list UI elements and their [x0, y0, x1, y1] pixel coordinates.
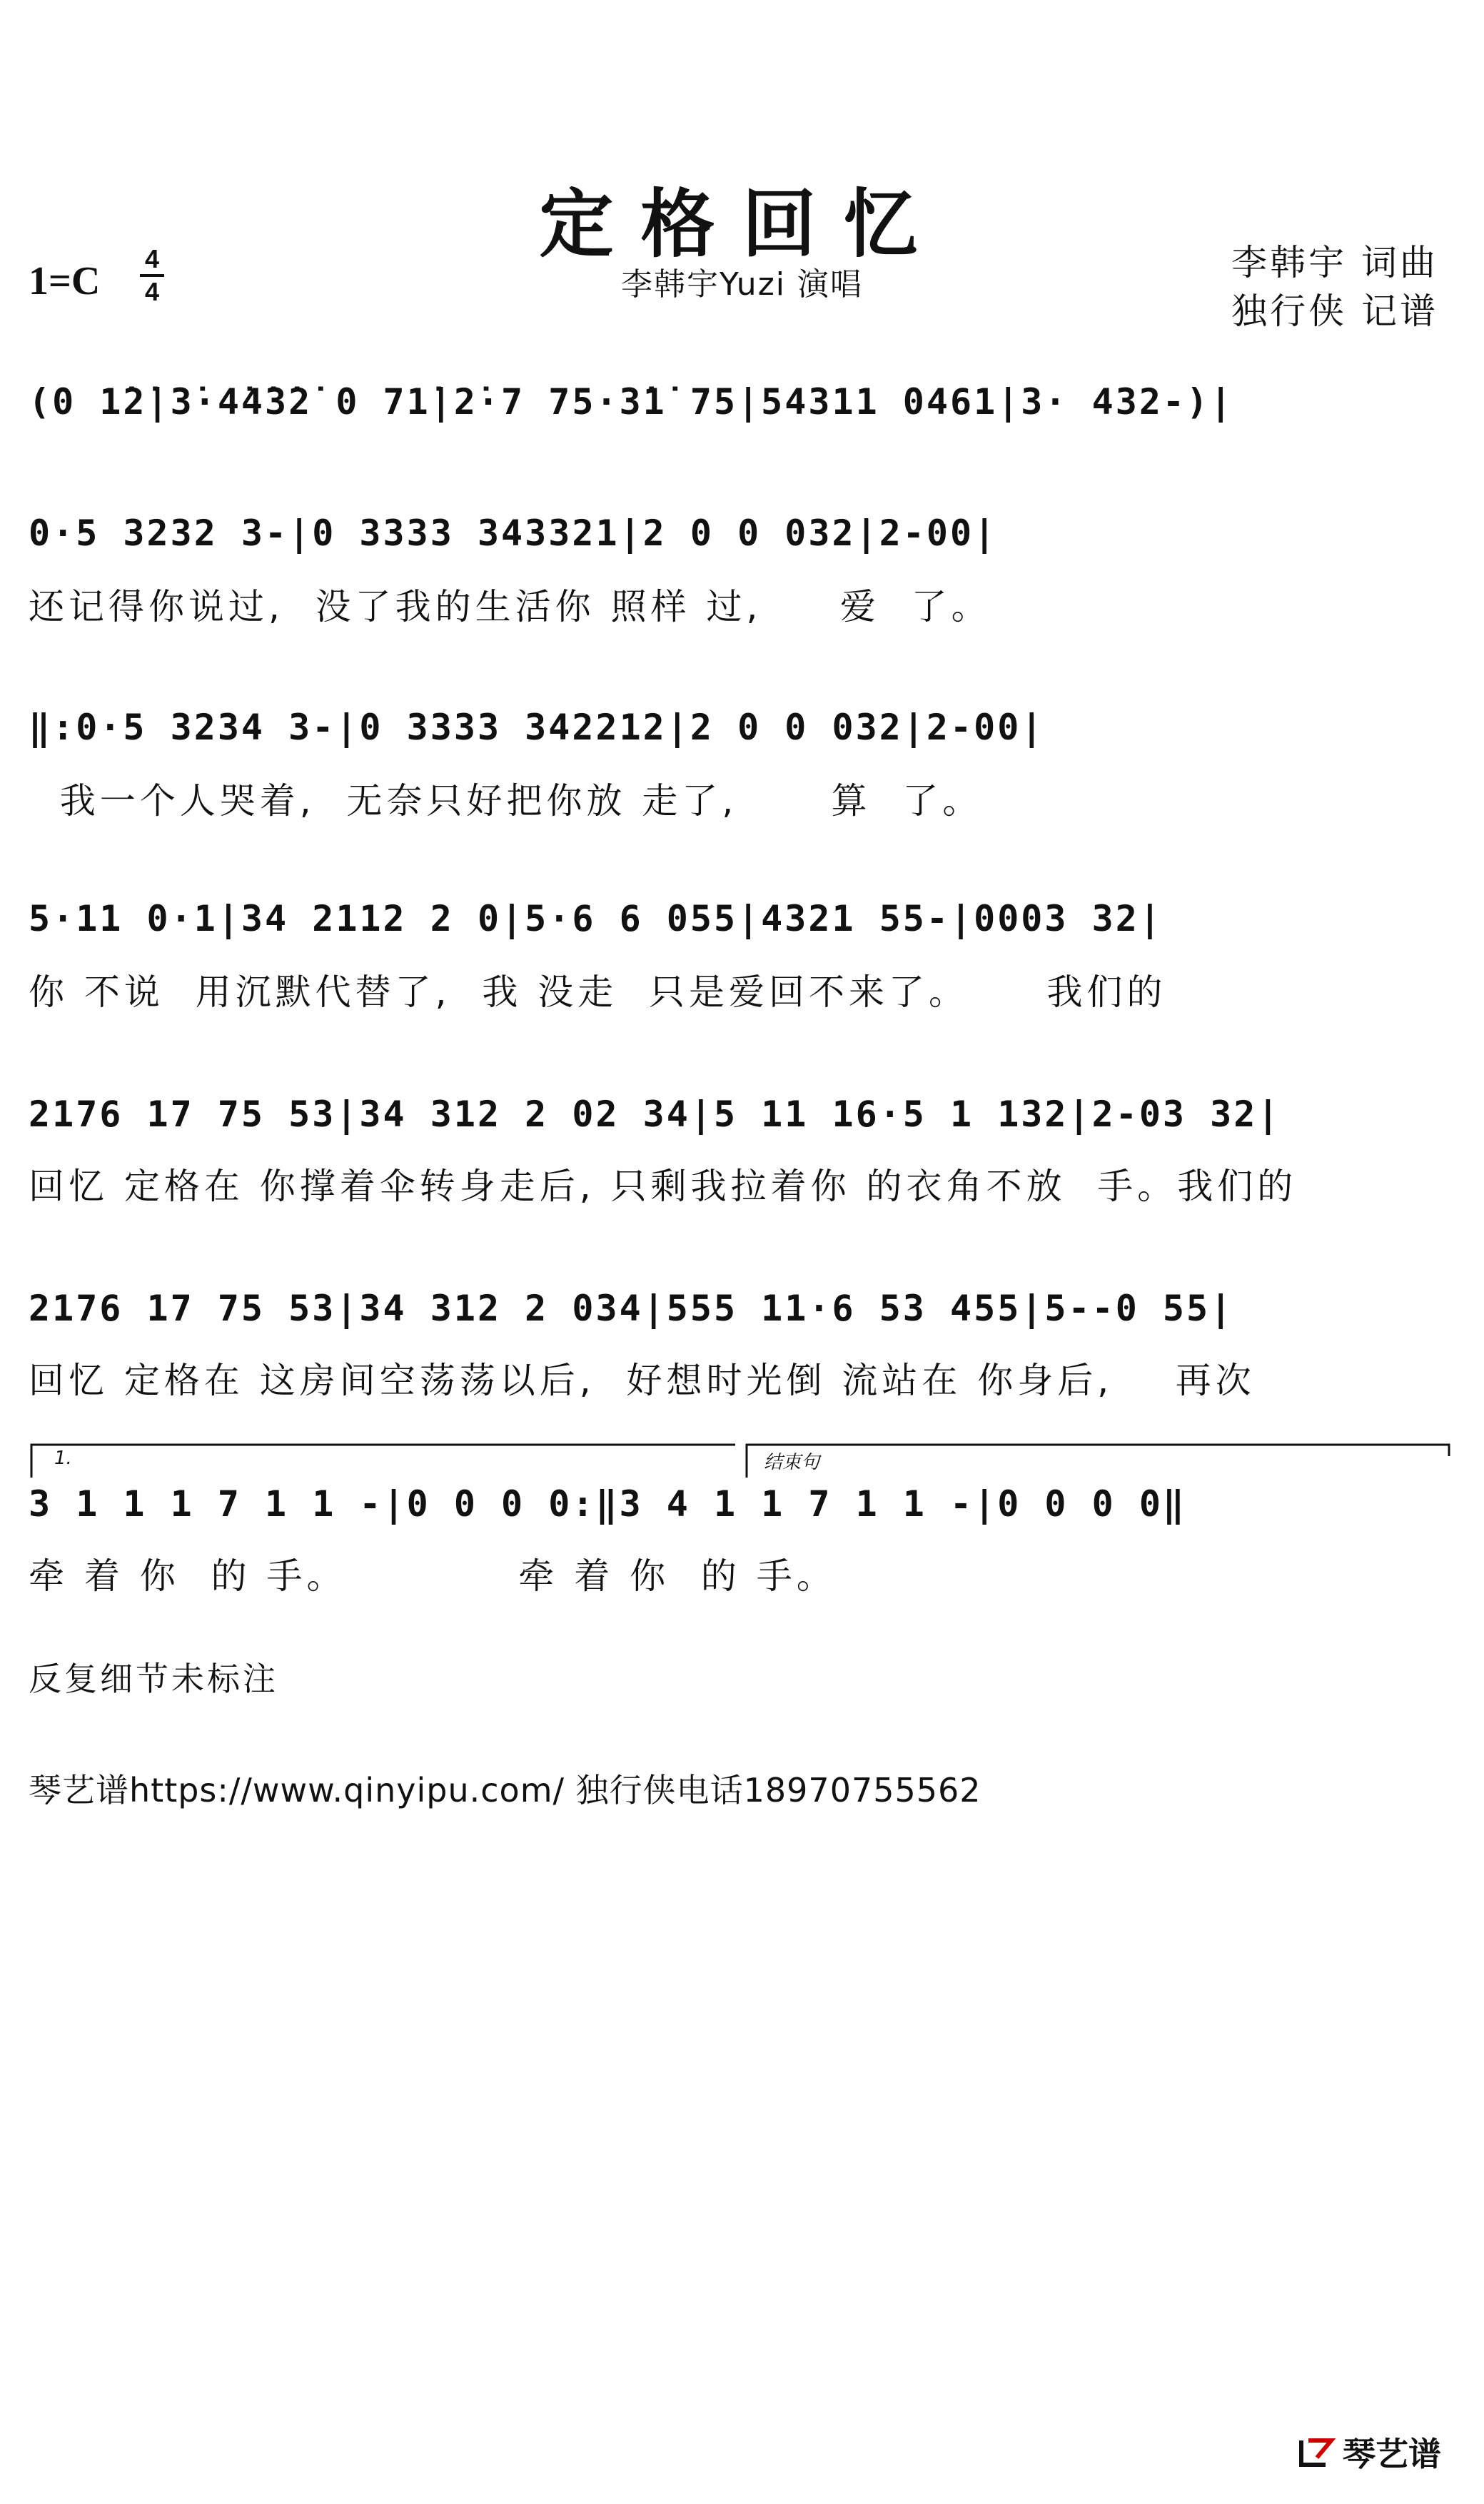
lyrics-line-2: 我一个人哭着, 无奈只好把你放 走了, 算 了。 [29, 780, 983, 822]
notation-line-intro: (0 1̇2̇|3̇·4̇4̇3̇2̇ 0 71̇|2̇·7 75·3̇1̇ 75|54311 0461|3· 432-)| [29, 381, 1234, 423]
meter-bottom: 4 [144, 277, 160, 306]
transcriber-credit: 独行侠 记谱 [1231, 291, 1438, 332]
notation-line-6: 3 1 1 1 7 1 1 -|0 0 0 0:‖3 4 1 1 7 1 1 -|0 0 0 0‖ [29, 1483, 1187, 1525]
volta-ending-label: 结束句 [764, 1452, 820, 1473]
brand-logo [1297, 2428, 1441, 2475]
singer-credit: 李韩宇Yuzi 演唱 [620, 266, 864, 303]
lyrics-line-1: 还记得你说过, 没了我的生活你 照样 过, 爱 了。 [29, 586, 991, 627]
key-signature: 1=C [29, 259, 101, 303]
logo-text: 琴艺谱 [1343, 2435, 1441, 2473]
notation-line-2: ‖:0·5 3234 3-|0 3333 342212|2 0 0 032|2-00| [29, 707, 1045, 748]
volta-first-label: 1. [54, 1448, 72, 1469]
lyrics-line-3: 你 不说 用沉默代替了, 我 没走 只是爱回不来了。 我们的 [29, 971, 1167, 1013]
footer-contact: 琴艺谱https://www.qinyipu.com/ 独行侠电话18970755562 [29, 1771, 981, 1809]
notation-line-4: 2176 17 75 53|34 312 2 02 34|5 11 16·5 1 132|2-03 32| [29, 1094, 1281, 1135]
lyrics-line-5: 回忆 定格在 这房间空荡荡以后, 好想时光倒 流站在 你身后, 再次 [29, 1360, 1256, 1401]
lyricist-credit: 李韩宇 词曲 [1231, 242, 1438, 283]
lyrics-line-4: 回忆 定格在 你撑着伞转身走后, 只剩我拉着你 的衣角不放 手。我们的 [29, 1166, 1298, 1207]
repeat-note: 反复细节未标注 [29, 1660, 278, 1698]
meter-top: 4 [144, 244, 160, 273]
qinyipu-logo-icon [1297, 2432, 1337, 2472]
lyrics-line-6: 牵 着 你 的 手。 牵 着 你 的 手。 [29, 1555, 837, 1597]
notation-line-3: 5·11 0·1|34 2112 2 0|5·6 6 055|4321 55-|0003 32| [29, 898, 1163, 939]
notation-line-5: 2176 17 75 53|34 312 2 034|555 11·6 53 455|5--0 55| [29, 1288, 1234, 1329]
page-title: 定格回忆 [539, 180, 945, 268]
notation-line-1: 0·5 3232 3-|0 3333 343321|2 0 0 032|2-00| [29, 513, 998, 554]
